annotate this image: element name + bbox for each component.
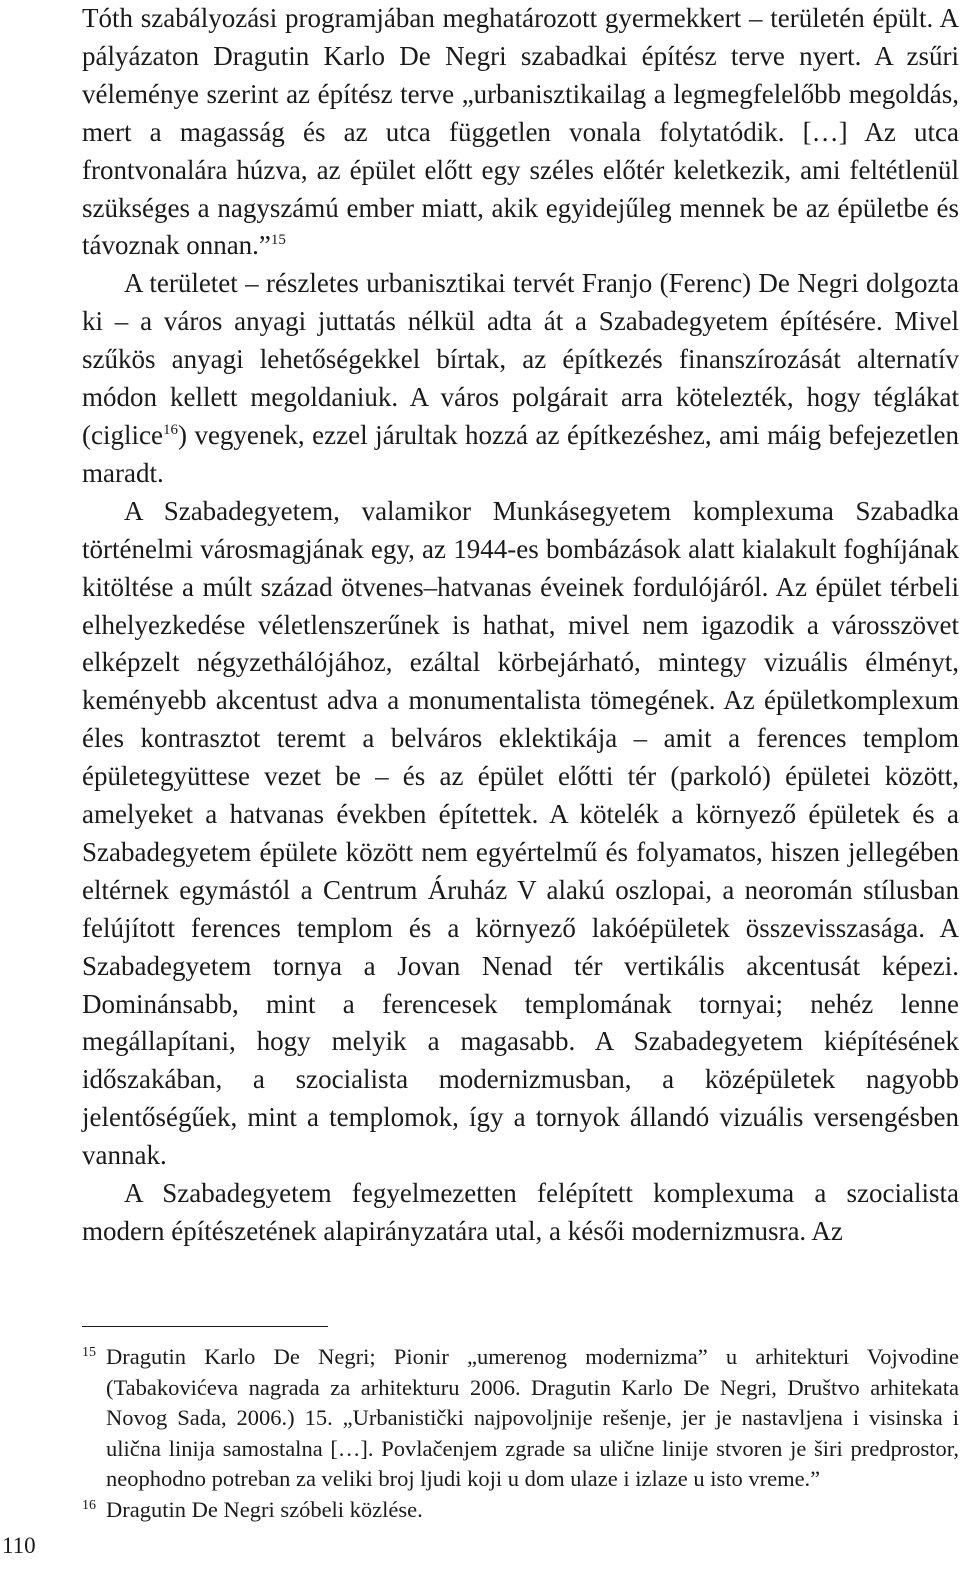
footnote-number: 16 (82, 1497, 96, 1513)
paragraph-4: A Szabadegyetem fegyelmezetten felépített komplexuma a szocialista modern építészetének alapirányzatára utal, a késői modernizmusra. Az (82, 1178, 959, 1246)
footnote-number: 15 (82, 1345, 96, 1360)
footnote-divider (82, 1326, 328, 1327)
paragraph-1 (82, 0, 959, 265)
paragraph-2 (82, 265, 959, 492)
footnote-ref-16[interactable]: 16 (162, 421, 178, 438)
footnote-16 (82, 1495, 959, 1526)
page-number: 110 (2, 1533, 36, 1558)
footnote-text: Dragutin De Negri szóbeli közlése. (106, 1496, 423, 1522)
paragraph-2-text-a: A területet – részletes urbanisztikai tervét Franjo (Ferenc) De Negri dolgozta ki – a város anyagi juttatás nélkül adta át a Szabadegyetem építésére. Mivel szűkös anyagi lehetőségekkel bírtak, az építkezés finanszírozását alternatív módon kellett megoldaniuk. A város polgárait arra kötelezték, hogy téglákat (ciglice (82, 268, 959, 450)
footnotes (82, 1342, 959, 1525)
main-text (82, 0, 959, 1251)
footnote-ref-15[interactable]: 15 (270, 232, 286, 249)
paragraph-2-text-b: ) vegyenek, ezzel járultak hozzá az építkezéshez, ami máig befejezetlen maradt. (82, 419, 959, 488)
paragraph-1-text: Tóth szabályozási programjában meghatározott gyermekkert – területén épült. A pályázaton Dragutin Karlo De Negri szabadkai építész terve nyert. A zsűri véleménye szerint az építész terve „urbanisztikailag a legmegfelelőbb megoldás, mert a magasság és az utca független vonala folytatódik. […] Az utca frontvonalára húzva, az épület előtt egy széles előtér keletkezik, ami feltétlenül szükséges a nagyszámú ember miatt, akik egyidejűleg mennek be az épületbe és távoznak onnan.” (82, 3, 959, 261)
paragraph-3: A Szabadegyetem, valamikor Munkásegyetem komplexuma Szabadka történelmi városmagjának egy, az 1944-es bombázások alatt kialakult foghíjának kitöltése a múlt század ötvenes–hatvanas éveinek fordulójáról. Az épület térbeli elhelyezkedése véletlenszerűnek is hathat, mivel nem igazodik a városszövet elképzelt négyzethálójához, ezáltal körbejárható, mintegy vizuális élményt, keményebb akcentust adva a monumentalista tömegének. Az épületkomplexum éles kontrasztot teremt a belváros eklektikája – amit a ferences templom épületegyüttese vezet be – és az épület előtti tér (parkoló) épületei között, amelyeket a hatvanas években építettek. A kötelék a környező épületek és a Szabadegyetem épülete között nem egyértelmű és folyamatos, hiszen jellegében eltérnek egymástól a Centrum Áruház V alakú oszlopai, a neoromán stílusban felújított ferences templom és a környező lakóépületek összevisszasága. A Szabadegyetem tornya a Jovan Nenad tér vertikális akcentusát képezi. Dominánsabb, mint a ferencesek templomának tornyai; nehéz lenne megállapítani, hogy melyik a magasabb. A Szabadegyetem kiépítésének időszakában, a szocialista modernizmusban, a középületek nagyobb jelentőségűek, mint a templomok, így a tornyok állandó vizuális versengésben vannak. (82, 495, 959, 1171)
footnote-15 (82, 1342, 959, 1495)
footnote-text: Dragutin Karlo De Negri; Pionir „umerenog modernizma” u arhitekturi Vojvodine (Tabakovićeva nagrada za arhitekturu 2006. Dragutin Karlo De Negri, Društvo arhitekata Novog Sada, 2006.) 15. „Urbanistički najpovoljnije rešenje, jer je nastavljena i visinska i ulična linija samostalna […]. Povlačenjem zgrade sa ulične linije stvoren je širi predprostor, neophodno potreban za veliki broj ljudi koji u dom ulaze i izlaze u isto vreme.” (106, 1344, 959, 1491)
